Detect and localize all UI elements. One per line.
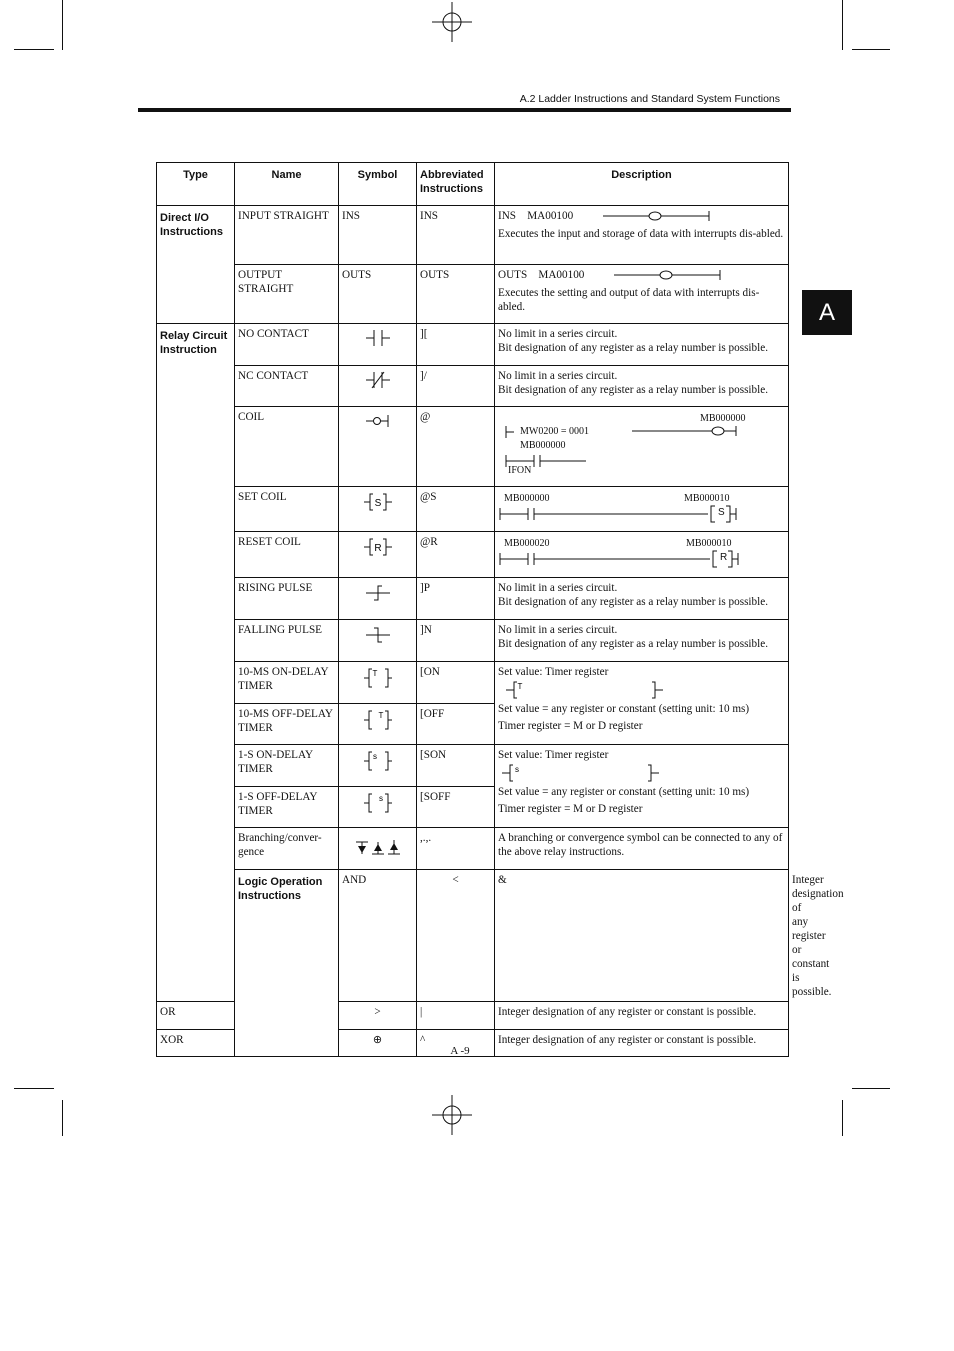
contact-label: MB000000: [520, 440, 566, 451]
name-cell: 1-S OFF-DELAY TIMER: [235, 787, 339, 828]
abbr-cell: ]/: [417, 366, 495, 407]
timer-icon: [364, 666, 392, 690]
svg-text:s: s: [372, 752, 377, 761]
abbr-cell: [OFF: [417, 704, 495, 745]
symbol-cell: OUTS: [339, 265, 417, 324]
set-coil-icon: [364, 491, 392, 513]
description-line: Set value = any register or constant (setting unit: 10 ms): [498, 786, 750, 798]
abbr-cell: [SON: [417, 745, 495, 787]
coil-ladder-diagram: [498, 410, 786, 482]
description-line: Timer register = M or D register: [498, 803, 643, 815]
symbol-cell: <: [417, 870, 495, 1002]
header-symbol: Symbol: [339, 163, 417, 206]
abbr-cell: ,.,.: [417, 828, 495, 870]
description-line: No limit in a series circuit.: [498, 370, 618, 382]
crop-mark: [842, 1100, 843, 1136]
description-cell: [495, 324, 789, 366]
svg-text:R: R: [373, 543, 382, 554]
svg-text:s: s: [378, 794, 383, 803]
crop-mark: [14, 1088, 54, 1089]
description-cell: [495, 366, 789, 407]
description-line: Bit designation of any register as a relay number is possible.: [498, 342, 768, 354]
description-cell: [495, 532, 789, 578]
rising-pulse-icon: [366, 582, 390, 604]
header-name: Name: [235, 163, 339, 206]
description-cell: [495, 487, 789, 532]
name-cell: NO CONTACT: [235, 324, 339, 366]
description-line: No limit in a series circuit.: [498, 328, 618, 340]
description-cell: Integer designation of any register or constant is possible.: [495, 1030, 789, 1057]
header-rule: [138, 108, 791, 112]
name-cell: INPUT STRAIGHT: [235, 206, 339, 265]
ifon-label: IFON: [508, 465, 532, 476]
name-cell: 10-MS OFF-DELAY TIMER: [235, 704, 339, 745]
registration-mark-icon: [432, 2, 472, 42]
running-header: A.2 Ladder Instructions and Standard System Functions: [519, 93, 780, 105]
description-cell: Integer designation of any register or constant is possible.: [495, 1002, 789, 1030]
abbr-cell: [ON: [417, 662, 495, 704]
ladder-label: OUTS MA00100: [498, 269, 585, 281]
no-contact-icon: [366, 328, 390, 348]
description-cell: [495, 265, 789, 324]
abbr-cell: &: [495, 870, 789, 1002]
name-cell: RESET COIL: [235, 532, 339, 578]
name-cell: 1-S ON-DELAY TIMER: [235, 745, 339, 787]
name-cell: OUTPUT STRAIGHT: [235, 265, 339, 324]
reset-coil-ladder-diagram: [498, 535, 786, 573]
name-cell: FALLING PULSE: [235, 620, 339, 662]
appendix-tab: A: [802, 290, 852, 335]
crop-mark: [852, 1088, 890, 1089]
abbr-cell: @: [417, 407, 495, 487]
timer-icon: [364, 749, 392, 773]
coil-icon: [366, 411, 390, 431]
name-cell: NC CONTACT: [235, 366, 339, 407]
svg-text:T: T: [372, 669, 377, 678]
header-type: Type: [157, 163, 235, 206]
symbol-cell: INS: [339, 206, 417, 265]
timer-ladder-diagram: [498, 679, 678, 701]
timer-ladder-diagram: [498, 762, 678, 784]
abbr-cell: ]P: [417, 578, 495, 620]
name-cell: COIL: [235, 407, 339, 487]
condition-label: MW0200 = 0001: [520, 426, 589, 437]
abbr-cell: [SOFF: [417, 787, 495, 828]
abbr-cell: INS: [417, 206, 495, 265]
name-cell: RISING PULSE: [235, 578, 339, 620]
description-line: Bit designation of any register as a relay number is possible.: [498, 384, 768, 396]
abbr-cell: |: [417, 1002, 495, 1030]
description-line: Bit designation of any register as a relay number is possible.: [498, 638, 768, 650]
group-relay: Relay Circuit Instruction: [157, 324, 235, 1002]
description-line: No limit in a series circuit.: [498, 624, 618, 636]
coil-letter: S: [718, 507, 725, 518]
svg-text:T: T: [378, 711, 383, 720]
branch-symbol-icon: [356, 838, 400, 860]
description-cell: [495, 620, 789, 662]
nc-contact-icon: [366, 370, 390, 390]
name-cell: XOR: [157, 1030, 235, 1057]
description-cell: [495, 206, 789, 265]
timer-icon: [364, 708, 392, 732]
name-cell: Branching/conver-gence: [235, 828, 339, 870]
header-abbr: Abbreviated Instructions: [417, 163, 495, 206]
contact-label: MB000020: [504, 538, 550, 549]
name-cell: 10-MS ON-DELAY TIMER: [235, 662, 339, 704]
set-coil-ladder-diagram: [498, 490, 786, 528]
coil-icon: [603, 210, 723, 222]
reset-coil-icon: [364, 536, 392, 558]
description-line: Timer register = M or D register: [498, 720, 643, 732]
crop-mark: [14, 49, 54, 50]
svg-text:S: S: [374, 498, 381, 509]
description-text: Executes the input and storage of data with interrupts dis-abled.: [498, 228, 784, 240]
coil-letter: R: [720, 552, 728, 563]
abbr-cell: @S: [417, 487, 495, 532]
description-line: Set value: Timer register: [498, 666, 609, 678]
coil-label: MB000010: [686, 538, 732, 549]
symbol-cell: >: [339, 1002, 417, 1030]
abbr-cell: OUTS: [417, 265, 495, 324]
coil-label: MB000010: [684, 493, 730, 504]
svg-text:s: s: [515, 765, 519, 774]
group-logic: Logic Operation Instructions: [235, 870, 339, 1057]
page-number: A -9: [450, 1045, 470, 1057]
coil-label: MB000000: [700, 413, 746, 424]
description-line: No limit in a series circuit.: [498, 582, 618, 594]
abbr-cell: ^: [417, 1030, 495, 1057]
svg-text:T: T: [517, 682, 523, 691]
crop-mark: [62, 0, 63, 50]
abbr-cell: ]N: [417, 620, 495, 662]
description-cell: [495, 578, 789, 620]
contact-label: MB000000: [504, 493, 550, 504]
timer-icon: [364, 791, 392, 815]
description-text: Executes the setting and output of data with interrupts dis-abled.: [498, 287, 760, 313]
crop-mark: [62, 1100, 63, 1136]
instruction-table: Type Name Symbol Abbreviated Instructions Description Direct I/O Instructions INPUT STRAIGHT INS INS INS MA00100 Executes the input and storage of data with interrupts dis-abled. OUTPUT STRAIGHT OUTS OUTS OUTS MA00100 Executes the setting and output of data with interrupts dis-abled. Relay Circuit Instruction NO CONTACT ][ No limit in a series circuit. Bit designation of any register as a relay number is possible. NC CONTACT ]/ No limit in a series circuit. Bit designation of any register as a relay number is possible. COIL @ MB000000 MW0200 = 0001 MB000000 IFON SET COIL S @S MB000000 MB000010 S RESET COIL R @R MB000020 MB000010 R RISING PULSE ]P No limit in a series circuit. Bit designation of any register as a relay number is possible. FALLING PULSE ]N No limit in a series circuit. Bit designation of any register as a relay number is possible. 10-MS ON-DELAY TIMER T [ON Set value: Timer register T Set value = any register or constant (setting unit: 10 ms) Timer register = M or D register 10-MS OFF-DELAY TIMER T [OFF 1-S ON-DELAY TIMER s [SON Set value: Timer register s Set value = any register or constant (setting unit: 10 ms) Timer register = M or D register 1-S OFF-DELAY TIMER s [SOFF Branching/conver-gence ,.,. A branching or convergence symbol can be connected to any of the above relay instructions. Logic Operation Instructions AND < & Integer designation of any register or constant is possible. OR > | Integer designation of any register or constant is possible. XOR ⊕ ^ Integer designation of any register or constant is possible.: [156, 162, 789, 1057]
symbol-cell: ⊕: [339, 1030, 417, 1057]
description-line: Bit designation of any register as a relay number is possible.: [498, 596, 768, 608]
abbr-cell: ][: [417, 324, 495, 366]
coil-icon: [614, 269, 734, 281]
crop-mark: [842, 0, 843, 50]
name-cell: AND: [339, 870, 417, 1002]
header-description: Description: [495, 163, 789, 206]
name-cell: OR: [157, 1002, 235, 1030]
crop-mark: [852, 49, 890, 50]
description-line: Set value = any register or constant (setting unit: 10 ms): [498, 703, 750, 715]
description-cell: A branching or convergence symbol can be connected to any of the above relay instructions.: [495, 828, 789, 870]
falling-pulse-icon: [366, 624, 390, 646]
abbr-cell: @R: [417, 532, 495, 578]
description-line: Set value: Timer register: [498, 749, 609, 761]
group-direct-io: Direct I/O Instructions: [157, 206, 235, 324]
description-cell: [495, 745, 789, 828]
name-cell: SET COIL: [235, 487, 339, 532]
registration-mark-icon: [432, 1095, 472, 1135]
description-cell: [495, 407, 789, 487]
description-cell: [495, 662, 789, 745]
ladder-label: INS MA00100: [498, 210, 574, 222]
